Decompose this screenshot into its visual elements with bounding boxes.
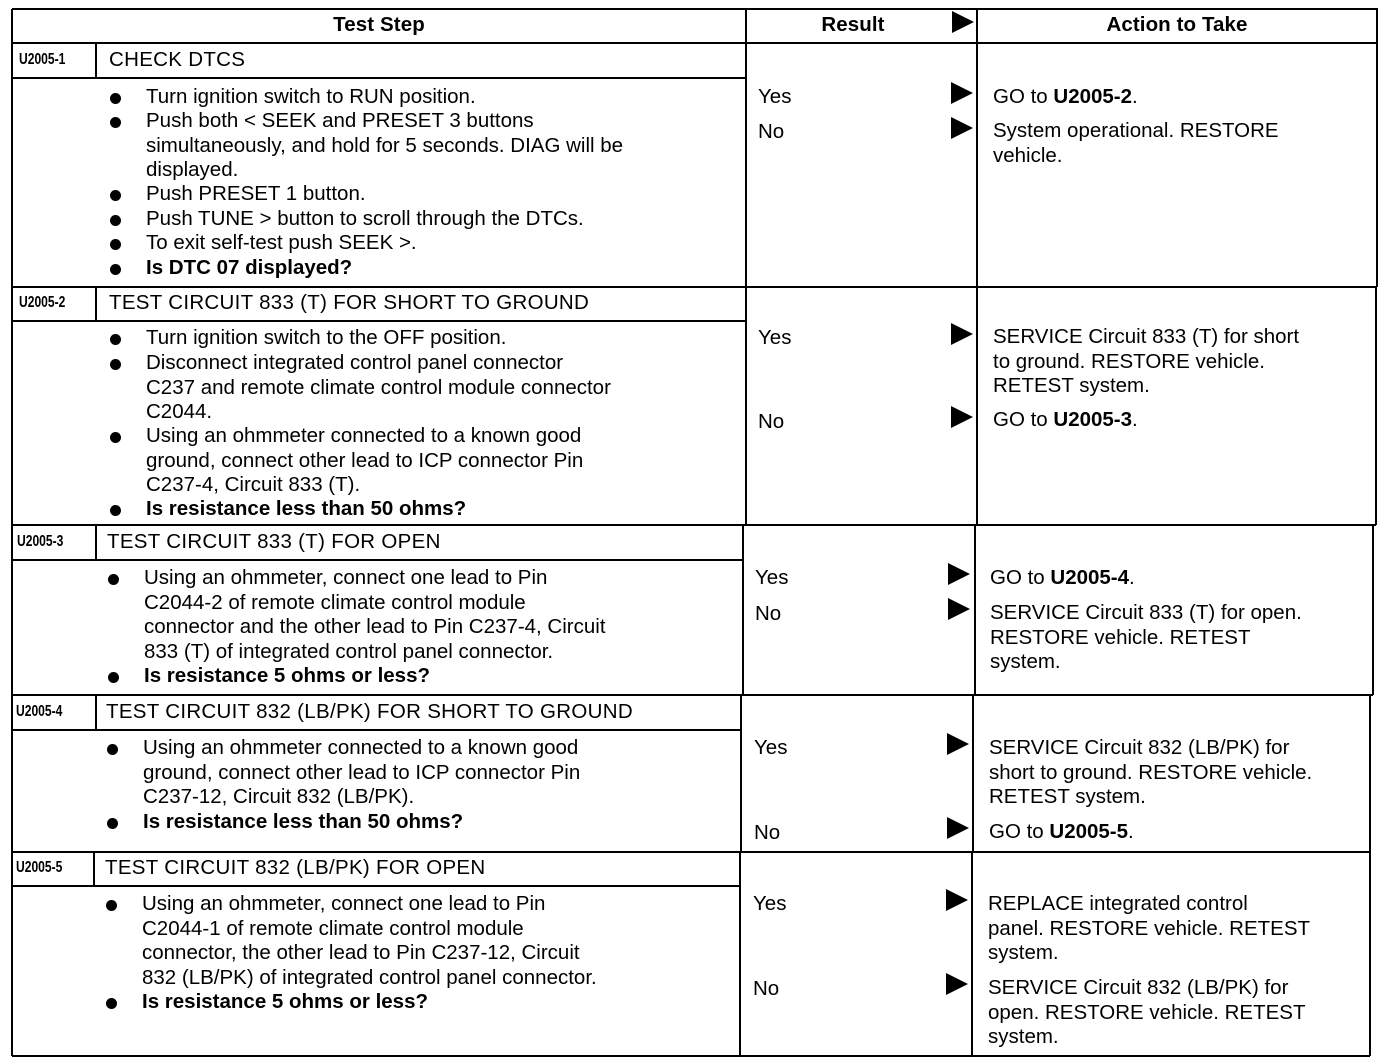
arrow-icon <box>948 598 970 620</box>
step-item: Turn ignition switch to RUN position. <box>110 85 476 110</box>
bullet-icon <box>110 190 121 201</box>
step-id: U2005-1 <box>19 51 66 68</box>
arrow-icon <box>946 889 968 911</box>
step-item: Disconnect integrated control panel connector C237 and remote climate control module connector C2044. <box>110 351 611 425</box>
step-title: TEST CIRCUIT 832 (LB/PK) FOR SHORT TO GROUND <box>106 700 633 723</box>
result-no: No <box>755 602 782 625</box>
bullet-icon <box>110 117 121 128</box>
step-item: Using an ohmmeter, connect one lead to Pin C2044-1 of remote climate control module connector, the other lead to Pin C237-12, Circuit 832 (LB/PK) of integrated control panel connector. <box>106 892 597 990</box>
bullet-icon <box>110 359 121 370</box>
bullet-icon <box>110 334 121 345</box>
bullet-icon <box>107 744 118 755</box>
result-no: No <box>753 977 780 1000</box>
bullet-icon <box>110 215 121 226</box>
action-text: SERVICE Circuit 833 (T) for short to ground. RESTORE vehicle. RETEST system. <box>993 325 1300 397</box>
result-yes: Yes <box>754 736 788 759</box>
step-title: TEST CIRCUIT 832 (LB/PK) FOR OPEN <box>105 856 486 879</box>
step-item: Using an ohmmeter, connect one lead to Pin C2044-2 of remote climate control module connector and the other lead to Pin C237-4, Circuit 833 (T) of integrated control panel connector. <box>108 566 606 664</box>
step-title: CHECK DTCS <box>109 48 246 71</box>
arrow-icon <box>947 733 969 755</box>
step-item: To exit self-test push SEEK >. <box>110 231 417 256</box>
arrow-icon <box>952 11 974 33</box>
step-item: Using an ohmmeter connected to a known good ground, connect other lead to ICP connector Pin C237-4, Circuit 833 (T). <box>110 424 583 498</box>
step-question: Is DTC 07 displayed? <box>110 256 352 281</box>
action-text: GO to U2005-4. <box>990 566 1135 589</box>
action-text: SERVICE Circuit 832 (LB/PK) for short to ground. RESTORE vehicle. RETEST system. <box>989 736 1313 808</box>
action-text: REPLACE integrated control panel. RESTORE vehicle. RETEST system. <box>988 892 1311 964</box>
header-result: Result <box>821 13 885 36</box>
step-question: Is resistance less than 50 ohms? <box>107 810 463 835</box>
result-yes: Yes <box>758 326 792 349</box>
action-text: GO to U2005-5. <box>989 820 1134 843</box>
arrow-icon <box>948 563 970 585</box>
step-question: Is resistance 5 ohms or less? <box>108 664 430 689</box>
action-text: System operational. RESTORE vehicle. <box>993 119 1279 167</box>
header-test-step: Test Step <box>333 13 425 36</box>
action-text: GO to U2005-2. <box>993 85 1138 108</box>
step-id: U2005-5 <box>16 859 63 876</box>
bullet-icon <box>108 672 119 683</box>
action-text: SERVICE Circuit 833 (T) for open. RESTORE vehicle. RETEST system. <box>990 601 1302 673</box>
bullet-icon <box>106 998 117 1009</box>
step-item: Using an ohmmeter connected to a known good ground, connect other lead to ICP connector Pin C237-12, Circuit 832 (LB/PK). <box>107 736 580 810</box>
step-id: U2005-2 <box>19 294 66 311</box>
result-yes: Yes <box>758 85 792 108</box>
result-yes: Yes <box>753 892 787 915</box>
bullet-icon <box>110 93 121 104</box>
header-action: Action to Take <box>1106 13 1248 36</box>
action-text: SERVICE Circuit 832 (LB/PK) for open. RESTORE vehicle. RETEST system. <box>988 976 1306 1048</box>
bullet-icon <box>107 818 118 829</box>
bullet-icon <box>106 900 117 911</box>
result-no: No <box>758 410 785 433</box>
arrow-icon <box>951 406 973 428</box>
step-item: Push both < SEEK and PRESET 3 buttons simultaneously, and hold for 5 seconds. DIAG will be displayed. <box>110 109 623 183</box>
arrow-icon <box>951 117 973 139</box>
step-id: U2005-4 <box>16 703 63 720</box>
bullet-icon <box>110 264 121 275</box>
result-yes: Yes <box>755 566 789 589</box>
step-id: U2005-3 <box>17 533 64 550</box>
step-question: Is resistance 5 ohms or less? <box>106 990 428 1015</box>
step-item: Turn ignition switch to the OFF position. <box>110 326 506 351</box>
bullet-icon <box>110 239 121 250</box>
arrow-icon <box>951 323 973 345</box>
bullet-icon <box>108 574 119 585</box>
bullet-icon <box>110 432 121 443</box>
bullet-icon <box>110 505 121 516</box>
step-question: Is resistance less than 50 ohms? <box>110 497 466 522</box>
result-no: No <box>754 821 781 844</box>
arrow-icon <box>951 82 973 104</box>
step-title: TEST CIRCUIT 833 (T) FOR OPEN <box>107 530 441 553</box>
step-item: Push PRESET 1 button. <box>110 182 366 207</box>
step-title: TEST CIRCUIT 833 (T) FOR SHORT TO GROUND <box>109 291 590 314</box>
arrow-icon <box>947 817 969 839</box>
action-text: GO to U2005-3. <box>993 408 1138 431</box>
result-no: No <box>758 120 785 143</box>
step-item: Push TUNE > button to scroll through the DTCs. <box>110 207 584 232</box>
arrow-icon <box>946 973 968 995</box>
